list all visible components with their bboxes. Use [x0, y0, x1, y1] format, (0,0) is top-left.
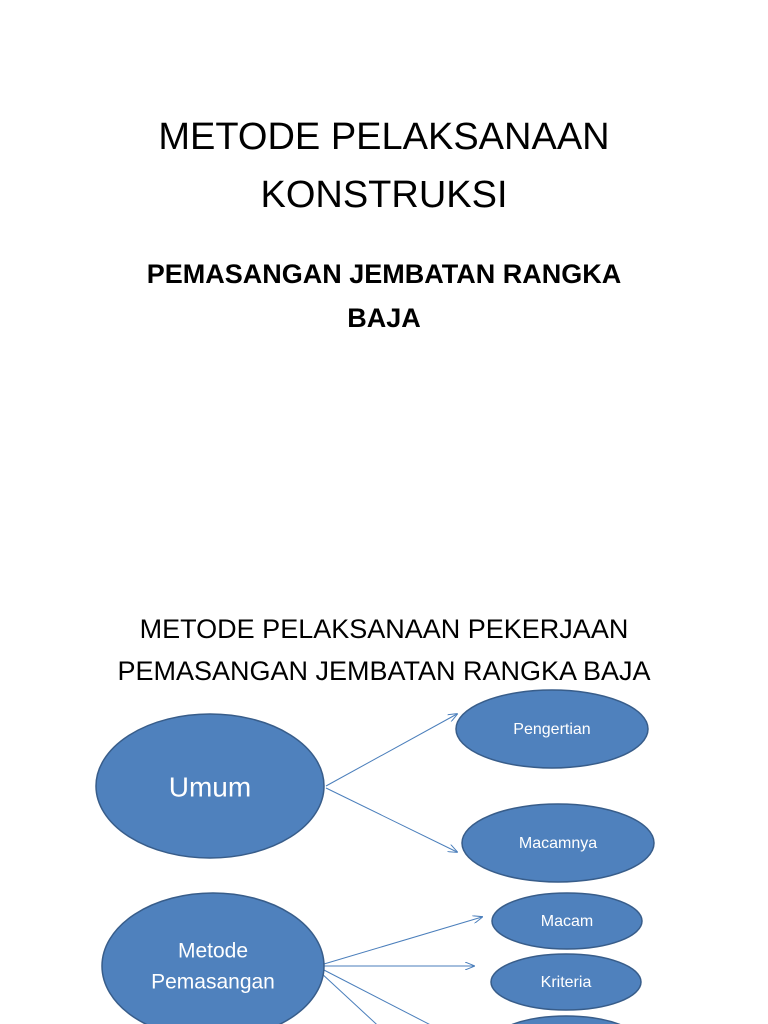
node-macamnya: [462, 804, 654, 882]
node-kriteria: [491, 954, 641, 1010]
slide-subtitle: [0, 252, 768, 340]
slide-diagram-page: [0, 576, 768, 1024]
node-macam-label: Macam: [540, 913, 594, 931]
node-macam: [492, 893, 642, 949]
concept-diagram: [0, 576, 768, 1024]
title-line-2: KONSTRUKSI: [260, 174, 508, 216]
subtitle-line-1: PEMASANGAN JEMBATAN RANGKA: [146, 259, 622, 289]
subtitle-line-2: BAJA: [347, 303, 421, 333]
arrow-umum-to-macamnya: [326, 788, 457, 852]
arrow-metode-to-offscreen-1: [322, 969, 452, 1024]
node-kriteria-label: Kriteria: [540, 974, 592, 992]
node-umum-label: Umum: [168, 771, 252, 803]
node-metode-label-line-1: Metode: [177, 939, 249, 963]
arrow-umum-to-pengertian: [326, 714, 457, 786]
title-line-1: METODE PELAKSANAAN PEKERJAAN: [139, 614, 629, 644]
arrow-metode-to-offscreen-2: [320, 972, 400, 1024]
title-line-2: PEMASANGAN JEMBATAN RANGKA BAJA: [117, 656, 651, 686]
node-pengertian: [456, 690, 648, 768]
arrow-metode-to-macam: [324, 917, 482, 964]
node-macamnya-label: Macamnya: [518, 835, 598, 853]
node-pengertian-label: Pengertian: [513, 721, 591, 739]
node-metode-label-line-2: Pemasangan: [151, 970, 275, 994]
slide-title: [0, 108, 768, 224]
node-partial-bottom-shape: [491, 1016, 641, 1024]
title-line-1: METODE PELAKSANAAN: [158, 116, 610, 158]
node-partial-bottom: [491, 1016, 641, 1024]
node-metode-pemasangan: [102, 893, 324, 1024]
node-umum: [96, 714, 324, 858]
